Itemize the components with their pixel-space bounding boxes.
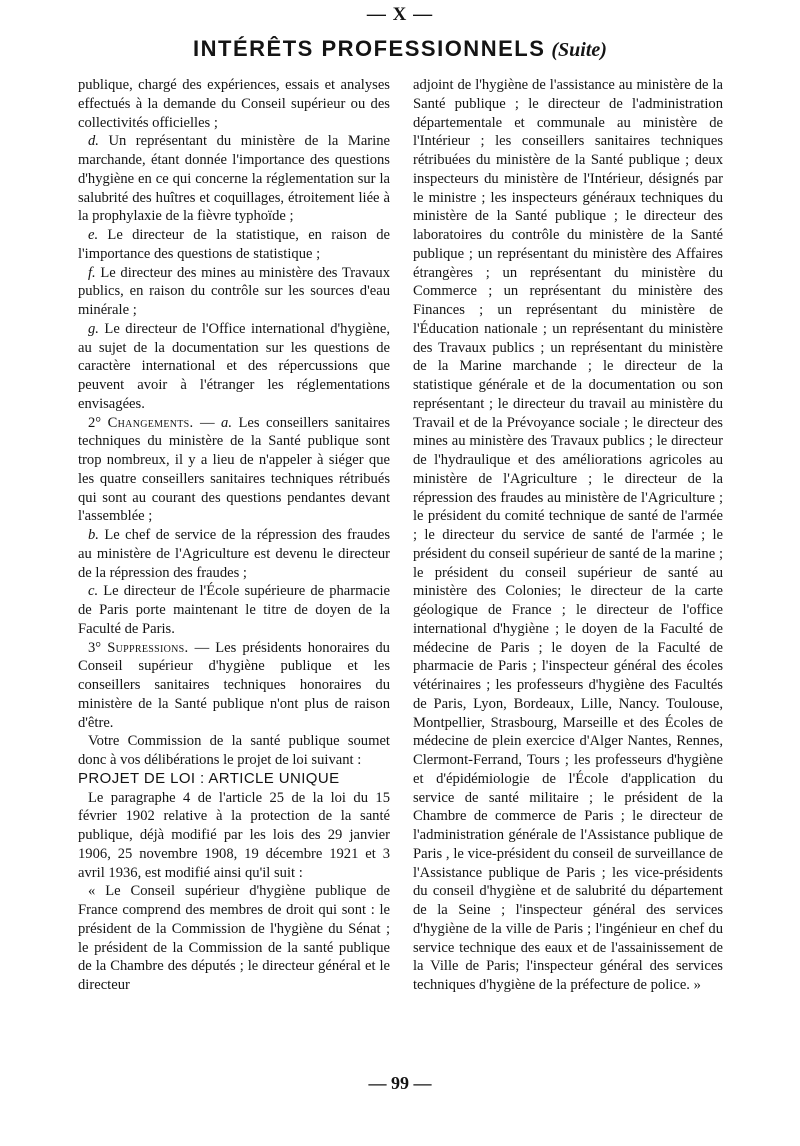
item-d: [78, 132, 390, 226]
right-column: [413, 76, 723, 995]
item-label: b.: [88, 527, 99, 543]
section-suite: (Suite): [551, 39, 607, 61]
item-text: Le directeur de l'École supérieure de pharmacie de Paris porte maintenant le titre de doyen de la Faculté de Paris.: [78, 583, 390, 637]
item-text: Le directeur de la statistique, en raison de l'importance des questions de statistique ;: [78, 227, 390, 262]
commission-paragraph: Votre Commission de la santé publique soumet donc à vos délibérations le projet de loi suivant :: [78, 733, 390, 768]
item-label: a.: [221, 414, 232, 431]
left-column: [78, 76, 390, 995]
section-number: 3°: [88, 639, 102, 656]
item-text: Les conseillers sanitaires techniques du ministère de la Santé publique sont trop nombreux, il y a lieu de n'appeler à siéger que les quatre conseillers sanitaires techniques rétribués qui sont au courant des questions pendantes devant l'assemblée ;: [78, 414, 391, 525]
item-e: [78, 226, 390, 264]
dash: —: [193, 414, 222, 431]
section-heading: Changements.: [107, 414, 194, 431]
paragraph: publique, chargé des expériences, essais et analyses effectués à la demande du Conseil supérieur ou des collectivités officielles ;: [78, 77, 390, 131]
section-heading: Suppressions.: [107, 639, 189, 656]
item-g: [78, 320, 390, 414]
article-heading: PROJET DE LOI : ARTICLE UNIQUE: [78, 769, 340, 787]
section-number: 2°: [88, 414, 102, 431]
item-text: Un représentant du ministère de la Marine marchande, étant donnée l'importance des questions d'hygiène en ce qui concerne la réglementation sur la salubrité des huîtres et coquillages, étroitement liée à la prophylaxie de la fièvre typhoïde ;: [78, 133, 390, 225]
item-f: [78, 264, 390, 320]
section-title: INTÉRÊTS PROFESSIONNELS: [193, 36, 546, 61]
item-label: f.: [88, 264, 96, 281]
section-suppressions: [78, 639, 390, 733]
item-text: Le directeur des mines au ministère des Travaux publics, en raison du contrôle sur les sources d'eau minérale ;: [78, 264, 390, 318]
quote-paragraph: « Le Conseil supérieur d'hygiène publique de France comprend des membres de droit qui sont : le président de la Commission de l'hygiène du Sénat ; le président de la Commission de la santé publique de la Chambre des députés ; le directeur général et le directeur: [78, 883, 390, 993]
item-label: g.: [88, 320, 99, 337]
page-number: — 99 —: [368, 1073, 432, 1093]
running-head: [0, 36, 800, 62]
item-label: c.: [88, 583, 99, 600]
item-label: e.: [88, 227, 99, 243]
item-b: [78, 526, 390, 582]
section-text: — Les présidents honoraires du Conseil supérieur d'hygiène publique et les conseillers sanitaires techniques honoraires du ministère de la Santé publique n'ont plus de raison d'être.: [78, 639, 390, 731]
item-label: d.: [88, 133, 99, 150]
item-text: Le directeur de l'Office international d'hygiène, au sujet de la documentation sur les questions de caractère international et des répercussions que peuvent avoir à l'étranger les réglementations envisagées.: [78, 320, 390, 412]
section-changements: [78, 414, 390, 527]
item-c: [78, 582, 390, 638]
article-paragraph: Le paragraphe 4 de l'article 25 de la loi du 15 février 1902 relative à la protection de la santé publique, déjà modifié par les lois des 29 janvier 1906, 25 novembre 1908, 19 décembre 1921 et 3 avril 1936, est modifié ainsi qu'il suit :: [78, 789, 390, 881]
paragraph-continued: adjoint de l'hygiène de l'assistance au ministère de la Santé publique ; le directeur de l'administration départementale et communale au ministère de l'Intérieur ; les conseillers sanitaires techniques rétribuées du ministère de la Santé publique ; deux inspecteurs du ministère de l'Intérieur, désignés par le ministre ; les inspecteurs généraux techniques du ministère de la Santé publique ; le directeur des laboratoires du contrôle du ministère de la Santé publique ; un représentant du ministère des Affaires étrangères ; un représentant du ministère du Commerce ; un représentant du ministère des Finances ; un représentant du ministère de l'Éducation nationale ; un représentant du ministère des Travaux publics ; un représentant du ministère de la Marine marchande ; le directeur de la statistique générale et de la documentation ou son représentant ; le directeur du travail au ministère du Travail et de la Prévoyance sociale ; le directeur des mines au ministère des Travaux publics ; le directeur de l'hydraulique et des améliorations agricoles au ministère de l'Agriculture ; le directeur de la répression des fraudes au ministère de l'Agriculture ; le président du comité technique de santé de l'armée ; le directeur du service de santé de l'armée ; le président du conseil supérieur de santé de la marine ; le président du conseil supérieur de santé au ministère des Colonies; le directeur de la carte géologique de France ; le directeur de l'office international d'hygiène ; le doyen de la Faculté de médecine de Paris ; le doyen de la Faculté de pharmacie de Paris ; l'inspecteur général des écoles vétérinaires ; les professeurs d'hygiène des Facultés de Paris, Lyon, Bordeaux, Lille, Nancy. Toulouse, Montpellier, Strasbourg, Marseille et des Écoles de médecine de plein exercice d'Alger Nantes, Rennes, Clermont-Ferrand, Tours ; les professeurs d'hygiène et d'épidémiologie de l'École d'application du service de santé militaire ; le président de la Chambre de commerce de Paris ; le directeur de l'administration générale de l'Assistance publique de Paris , le vice-président du conseil de surveillance de l'Assistance publique de Paris ; les vice-présidents du conseil d'hygiène et de salubrité du département de la Seine ; l'inspecteur général des services d'hygiène de la ville de Paris ; l'ingénieur en chef du service technique des eaux et de l'assainissement de la Ville de Paris; l'inspecteur général des services techniques d'hygiène de la préfecture de police. »: [413, 77, 723, 993]
item-text: Le chef de service de la répression des fraudes au ministère de l'Agriculture est devenu le directeur de la répression des fraudes ;: [78, 527, 390, 581]
roman-page-number: — X —: [366, 4, 434, 25]
